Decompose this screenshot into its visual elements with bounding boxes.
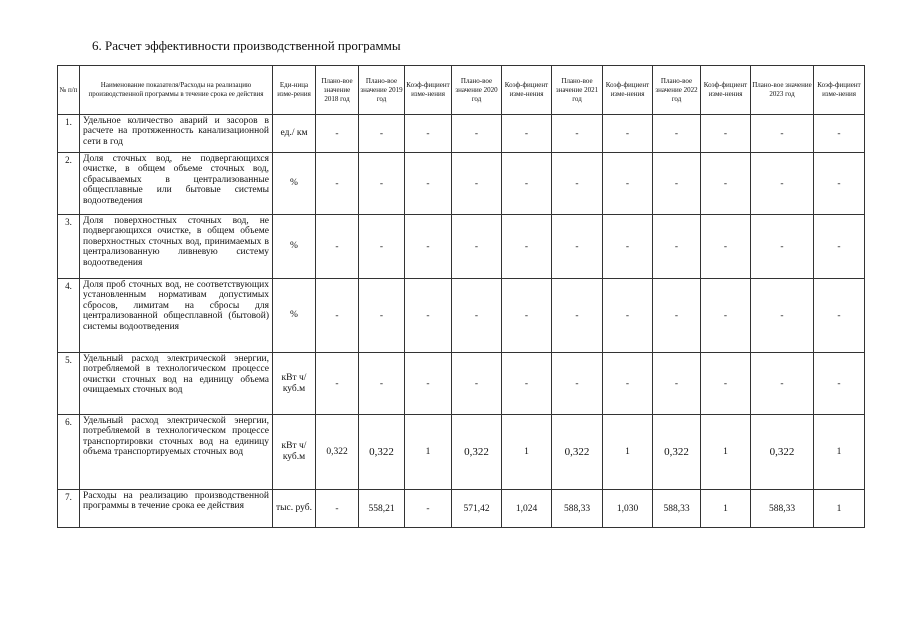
value-cell: -: [359, 353, 405, 415]
value-cell: -: [316, 353, 359, 415]
value-cell: -: [502, 279, 552, 353]
value-cell: -: [359, 115, 405, 153]
value-cell: 0,322: [751, 415, 814, 490]
value-cell: -: [653, 279, 701, 353]
value-cell: 0,322: [653, 415, 701, 490]
table-row: [58, 153, 865, 215]
row-number: 7.: [58, 490, 80, 528]
value-cell: -: [751, 153, 814, 215]
value-cell: 0,322: [359, 415, 405, 490]
page-title: 6. Расчет эффективности производственной программы: [92, 38, 401, 53]
value-cell: -: [603, 115, 653, 153]
value-cell: 1,030: [603, 490, 653, 528]
unit-cell: %: [273, 215, 316, 279]
value-cell: -: [701, 279, 751, 353]
value-cell: 1: [814, 490, 865, 528]
value-cell: -: [701, 353, 751, 415]
value-cell: 571,42: [452, 490, 502, 528]
value-cell: 1,024: [502, 490, 552, 528]
unit-cell: кВт ч/куб.м: [273, 415, 316, 490]
row-number: 6.: [58, 415, 80, 490]
value-cell: -: [653, 115, 701, 153]
value-cell: -: [502, 115, 552, 153]
value-cell: -: [751, 115, 814, 153]
efficiency-table: [57, 65, 865, 528]
column-header: Коэф-фициент изме-нения: [814, 66, 865, 115]
value-cell: -: [452, 353, 502, 415]
value-cell: -: [405, 153, 452, 215]
indicator-name: Удельное количество аварий и засоров в расчете на протяженность канализационной сети в год: [80, 115, 273, 153]
value-cell: 1: [701, 490, 751, 528]
value-cell: -: [502, 215, 552, 279]
row-number: 2.: [58, 153, 80, 215]
value-cell: -: [316, 279, 359, 353]
value-cell: -: [814, 353, 865, 415]
value-cell: -: [701, 115, 751, 153]
value-cell: 1: [701, 415, 751, 490]
value-cell: -: [552, 215, 603, 279]
value-cell: 558,21: [359, 490, 405, 528]
value-cell: 0,322: [452, 415, 502, 490]
indicator-name: Доля сточных вод, не подвергающихся очистке, в общем объеме сточных вод, сбрасываемых в централизованные общесплавные или бытовые системы водоотведения: [80, 153, 273, 215]
value-cell: -: [452, 115, 502, 153]
value-cell: -: [751, 215, 814, 279]
value-cell: -: [751, 353, 814, 415]
unit-cell: кВт ч/куб.м: [273, 353, 316, 415]
column-header: Наименование показателя/Расходы на реализацию производственной программы в течение срока ее действия: [80, 66, 273, 115]
value-cell: -: [603, 215, 653, 279]
indicator-name: Доля проб сточных вод, не соответствующих установленным нормативам допустимых сбросов, лимитам на сбросы для централизованной общесплавной (бытовой) системы водоотведения: [80, 279, 273, 353]
table-row: [58, 215, 865, 279]
value-cell: -: [452, 279, 502, 353]
row-number: 4.: [58, 279, 80, 353]
value-cell: -: [502, 153, 552, 215]
table-row: [58, 279, 865, 353]
value-cell: -: [814, 279, 865, 353]
table-row: [58, 115, 865, 153]
column-header: Плано-вое значение 2023 год: [751, 66, 814, 115]
table-row: [58, 415, 865, 490]
value-cell: -: [552, 115, 603, 153]
value-cell: -: [359, 153, 405, 215]
value-cell: -: [653, 215, 701, 279]
indicator-name: Удельный расход электрической энергии, потребляемой в технологическом процессе транспортировки сточных вод на единицу объема транспортируемых сточных вод: [80, 415, 273, 490]
value-cell: -: [814, 215, 865, 279]
unit-cell: тыс. руб.: [273, 490, 316, 528]
value-cell: -: [359, 279, 405, 353]
value-cell: -: [814, 153, 865, 215]
value-cell: 0,322: [316, 415, 359, 490]
value-cell: -: [552, 153, 603, 215]
value-cell: -: [359, 215, 405, 279]
value-cell: -: [653, 353, 701, 415]
value-cell: -: [701, 215, 751, 279]
value-cell: -: [552, 279, 603, 353]
value-cell: -: [316, 215, 359, 279]
value-cell: -: [603, 279, 653, 353]
column-header: Плано-вое значение 2021 год: [552, 66, 603, 115]
column-header: Плано-вое значение 2018 год: [316, 66, 359, 115]
value-cell: -: [603, 153, 653, 215]
value-cell: -: [701, 153, 751, 215]
value-cell: -: [405, 215, 452, 279]
column-header: Плано-вое значение 2019 год: [359, 66, 405, 115]
value-cell: -: [814, 115, 865, 153]
value-cell: 588,33: [552, 490, 603, 528]
table-row: [58, 353, 865, 415]
value-cell: -: [405, 115, 452, 153]
indicator-name: Расходы на реализацию производственной программы в течение срока ее действия: [80, 490, 273, 528]
value-cell: 588,33: [653, 490, 701, 528]
table-row: [58, 490, 865, 528]
unit-cell: %: [273, 279, 316, 353]
column-header: Плано-вое значение 2022 год: [653, 66, 701, 115]
unit-cell: %: [273, 153, 316, 215]
unit-cell: ед./ км: [273, 115, 316, 153]
value-cell: -: [502, 353, 552, 415]
value-cell: -: [751, 279, 814, 353]
column-header: Коэф-фициент изме-нения: [405, 66, 452, 115]
value-cell: -: [603, 353, 653, 415]
value-cell: -: [653, 153, 701, 215]
value-cell: -: [552, 353, 603, 415]
column-header: Еди-ница изме-рения: [273, 66, 316, 115]
value-cell: -: [405, 279, 452, 353]
value-cell: 1: [603, 415, 653, 490]
column-header: Плано-вое значение 2020 год: [452, 66, 502, 115]
value-cell: 0,322: [552, 415, 603, 490]
value-cell: -: [452, 153, 502, 215]
value-cell: -: [316, 115, 359, 153]
value-cell: -: [316, 490, 359, 528]
value-cell: -: [405, 353, 452, 415]
row-number: 1.: [58, 115, 80, 153]
value-cell: -: [452, 215, 502, 279]
value-cell: -: [316, 153, 359, 215]
column-header: Коэф-фициент изме-нения: [701, 66, 751, 115]
row-number: 3.: [58, 215, 80, 279]
table-header-row: [58, 66, 865, 115]
value-cell: -: [405, 490, 452, 528]
value-cell: 588,33: [751, 490, 814, 528]
indicator-name: Удельный расход электрической энергии, потребляемой в технологическом процессе очистки сточных вод на единицу объема очищаемых сточных вод: [80, 353, 273, 415]
row-number: 5.: [58, 353, 80, 415]
value-cell: 1: [814, 415, 865, 490]
value-cell: 1: [405, 415, 452, 490]
value-cell: 1: [502, 415, 552, 490]
indicator-name: Доля поверхностных сточных вод, не подвергающихся очистке, в общем объеме поверхностных сточных вод, принимаемых в централизованную ливневую систему водоотведения: [80, 215, 273, 279]
column-header: Коэф-фициент изме-нения: [502, 66, 552, 115]
column-header: № п/п: [58, 66, 80, 115]
column-header: Коэф-фициент изме-нения: [603, 66, 653, 115]
